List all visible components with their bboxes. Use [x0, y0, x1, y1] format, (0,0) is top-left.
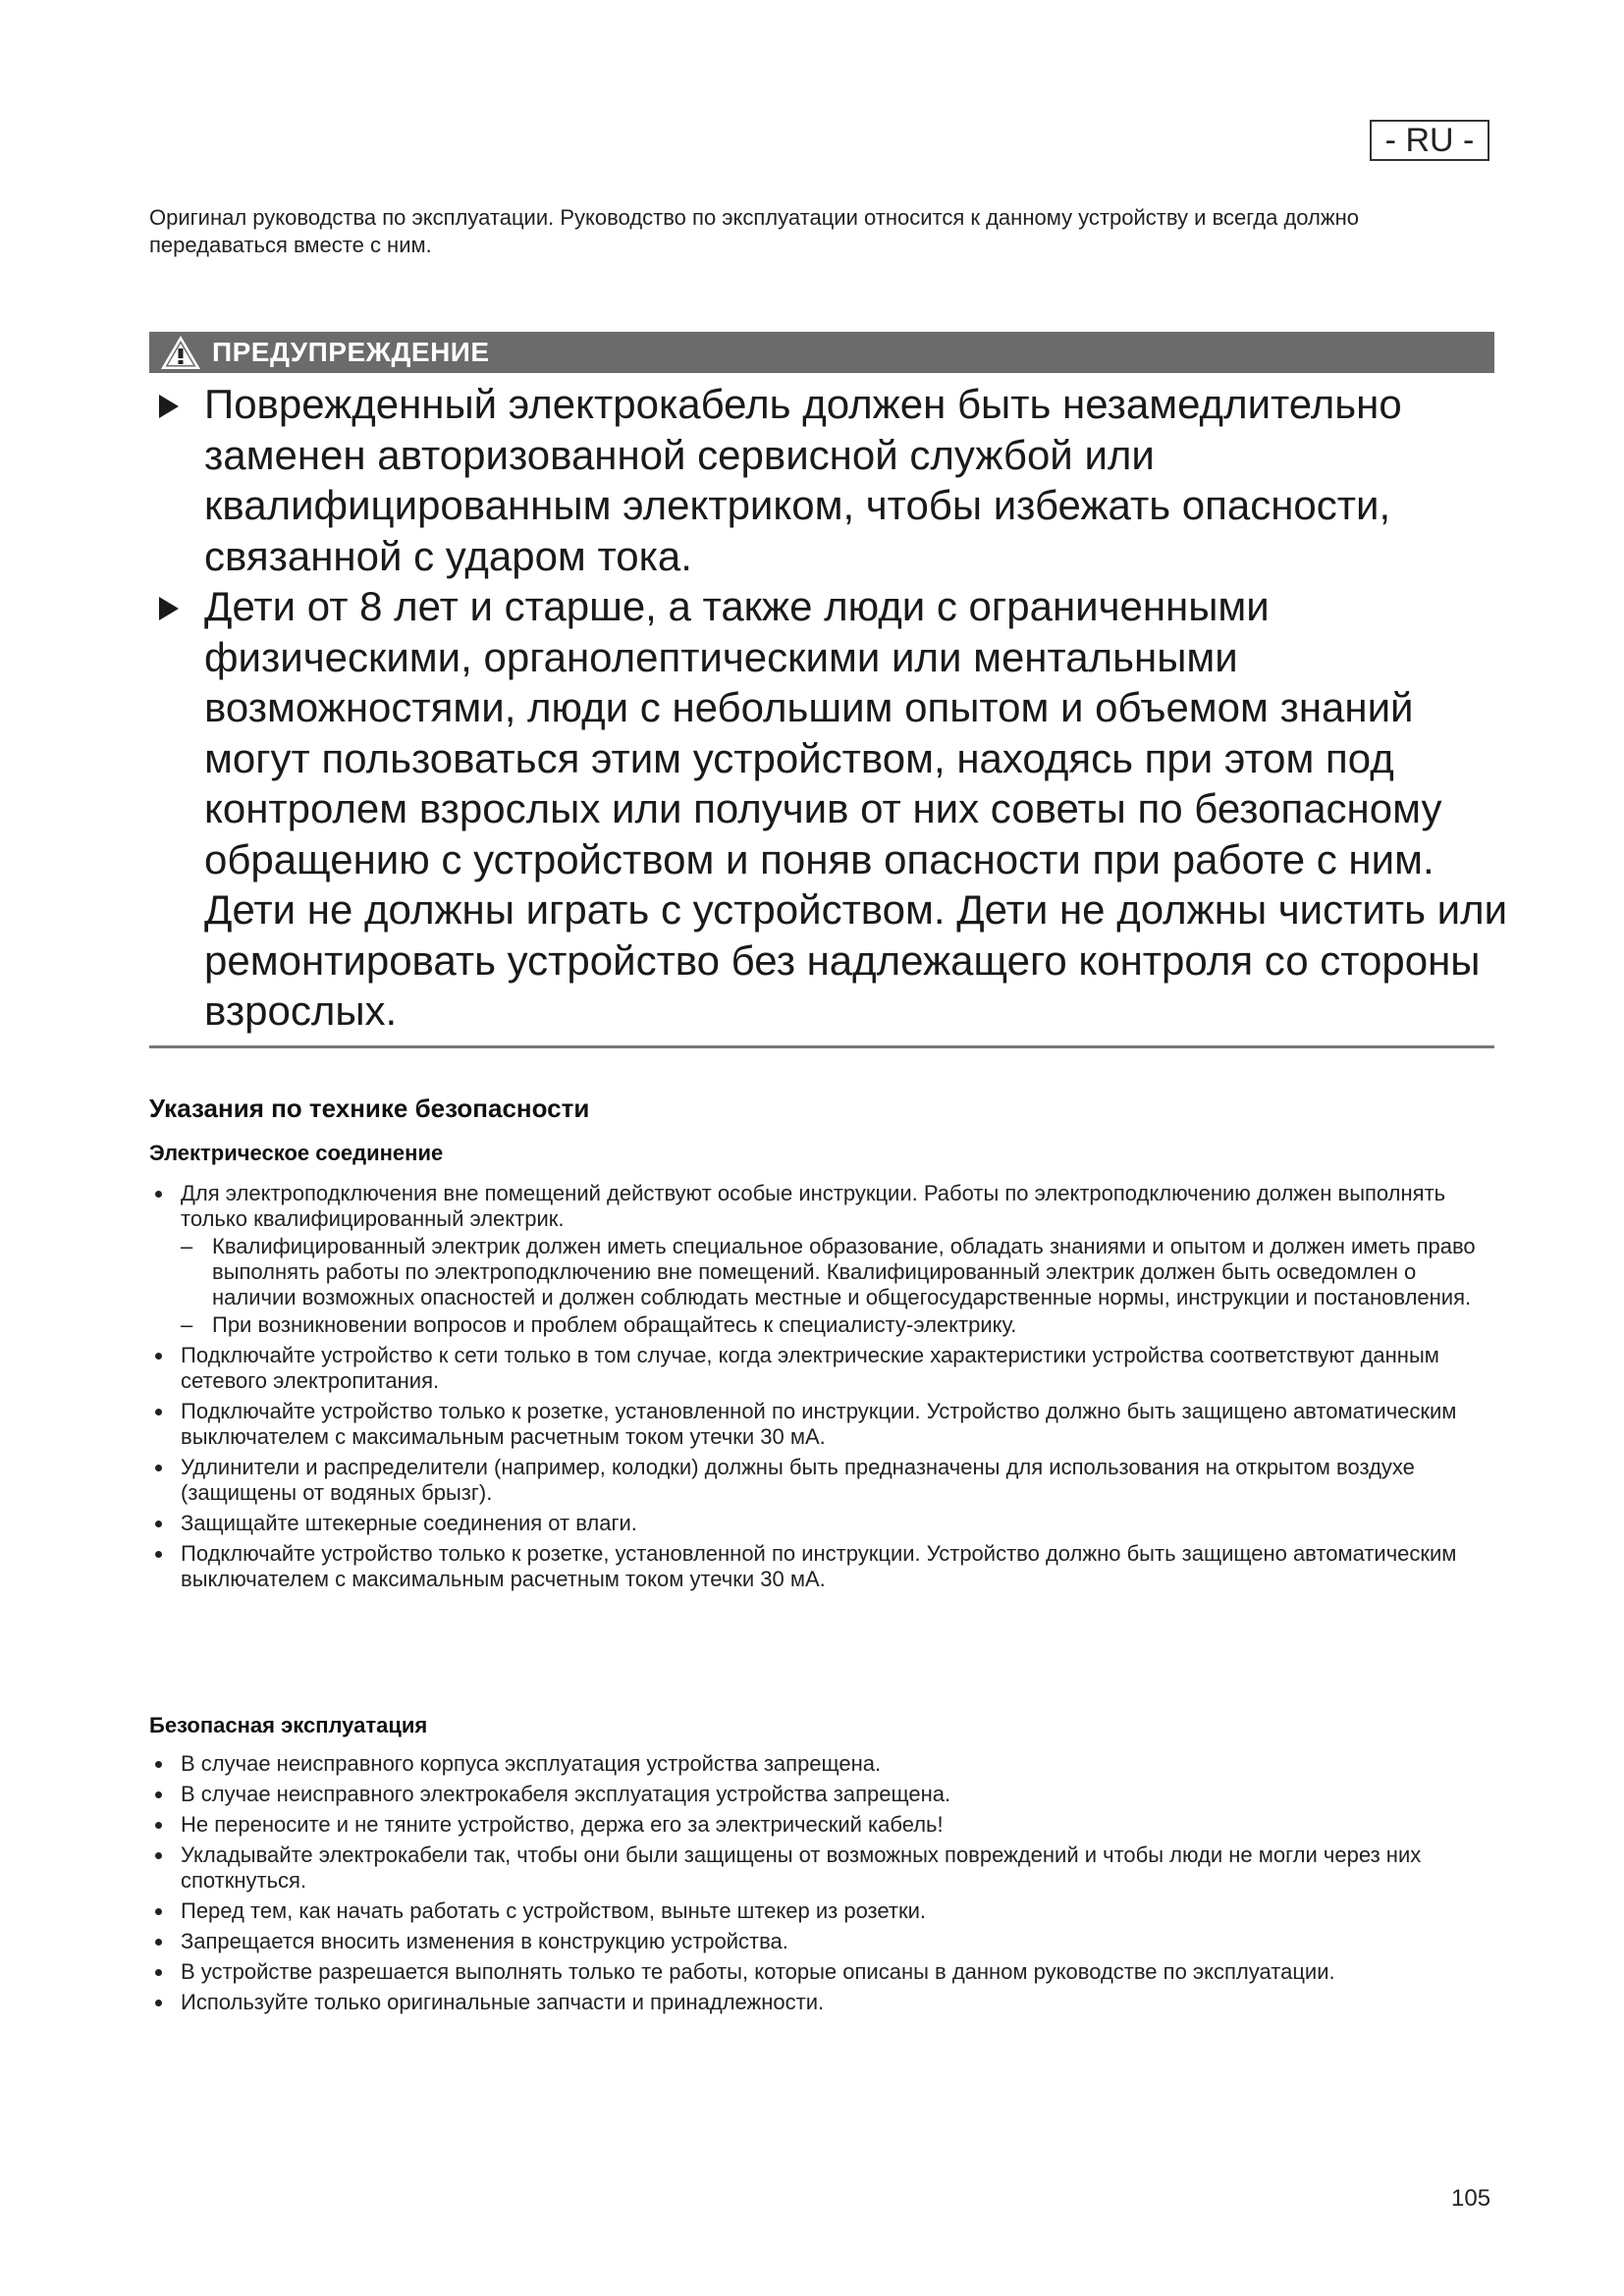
warning-list — [149, 379, 1509, 1037]
bullet-dot-icon — [155, 1791, 162, 1798]
list-item-text: Подключайте устройство только к розетке, установленной по инструкции. Устройство должно быть защищено автоматическим выключателем с максимальным расчетным током утечки 30 мА. — [181, 1399, 1457, 1449]
warning-header — [149, 332, 1494, 373]
bullet-dot-icon — [155, 1353, 162, 1360]
triangle-bullet-icon — [159, 597, 179, 620]
dash-bullet-icon: – — [181, 1312, 193, 1337]
list-item — [149, 1842, 1494, 1894]
bullet-dot-icon — [155, 1409, 162, 1415]
list-item — [149, 1455, 1494, 1506]
bullet-dot-icon — [155, 1939, 162, 1946]
language-tag: - RU - — [1370, 120, 1489, 161]
list-item — [149, 1399, 1494, 1450]
list-item-text: Удлинители и распределители (например, колодки) должны быть предназначены для использования на открытом воздухе (защищены от водяных брызг). — [181, 1455, 1415, 1505]
sub-list-item-text: Квалифицированный электрик должен иметь специальное образование, обладать знаниями и опытом и должен иметь право выполнять работы по электроподключению вне помещений. Квалифицированный электрик должен быть осведомлен о наличии возможных опасностей и должен соблюдать местные и общегосударственные нормы, инструкции и постановления. — [212, 1234, 1476, 1309]
list-item — [149, 1181, 1494, 1338]
list-item-text: Не переносите и не тяните устройство, держа его за электрический кабель! — [181, 1812, 944, 1837]
list-item — [149, 1990, 1494, 2015]
warning-triangle-icon — [159, 334, 202, 371]
list-item-text: Подключайте устройство к сети только в том случае, когда электрические характеристики устройства соответствуют данным сетевого электропитания. — [181, 1343, 1439, 1393]
list-item — [149, 1541, 1494, 1592]
list-item — [149, 1782, 1494, 1807]
list-item-text: В случае неисправного электрокабеля эксплуатация устройства запрещена. — [181, 1782, 951, 1806]
bullet-dot-icon — [155, 1969, 162, 1976]
bullet-dot-icon — [155, 2000, 162, 2006]
operation-heading: Безопасная эксплуатация — [149, 1713, 428, 1737]
list-item-text: Подключайте устройство только к розетке, установленной по инструкции. Устройство должно быть защищено автоматическим выключателем с максимальным расчетным током утечки 30 мА. — [181, 1541, 1457, 1591]
bullet-dot-icon — [155, 1465, 162, 1471]
list-item — [149, 1511, 1494, 1536]
list-item-text: Для электроподключения вне помещений действуют особые инструкции. Работы по электроподключению должен выполнять только квалифицированный электрик. — [181, 1181, 1446, 1231]
list-item — [149, 1343, 1494, 1394]
operation-list — [149, 1751, 1494, 2020]
list-item — [149, 1959, 1494, 1985]
electrical-sublist — [181, 1234, 1494, 1338]
warning-divider — [149, 1045, 1494, 1048]
warning-item-text: Поврежденный электрокабель должен быть незамедлительно заменен авторизованной сервисной службой или квалифицированным электриком, чтобы избежать опасности, связанной с ударом тока. — [204, 381, 1402, 579]
safety-heading: Указания по технике безопасности — [149, 1094, 590, 1123]
electrical-heading: Электрическое соединение — [149, 1141, 444, 1165]
warning-item — [149, 581, 1509, 1037]
bullet-dot-icon — [155, 1191, 162, 1198]
warning-title: ПРЕДУПРЕЖДЕНИЕ — [212, 337, 490, 367]
warning-item — [149, 379, 1509, 581]
bullet-dot-icon — [155, 1852, 162, 1859]
list-item — [149, 1751, 1494, 1777]
electrical-list — [149, 1181, 1494, 1597]
list-item-text: Укладывайте электрокабели так, чтобы они были защищены от возможных повреждений и чтобы люди не могли через них споткнуться. — [181, 1842, 1422, 1893]
sub-list-item-text: При возникновении вопросов и проблем обращайтесь к специалисту-электрику. — [212, 1312, 1017, 1337]
warning-item-text: Дети от 8 лет и старше, а также люди с ограниченными физическими, органолептическими или ментальными возможностями, люди с небольшим опытом и объемом знаний могут пользоваться этим устройством, находясь при этом под контролем взрослых или получив от них советы по безопасному обращению с устройством и поняв опасности при работе с ним. Дети не должны играть с устройством. Дети не должны чистить или ремонтировать устройство без надлежащего контроля со стороны взрослых. — [204, 583, 1508, 1034]
dash-bullet-icon: – — [181, 1234, 193, 1258]
bullet-dot-icon — [155, 1521, 162, 1527]
bullet-dot-icon — [155, 1761, 162, 1768]
bullet-dot-icon — [155, 1908, 162, 1915]
list-item-text: Используйте только оригинальные запчасти и принадлежности. — [181, 1990, 825, 2014]
list-item-text: В устройстве разрешается выполнять только те работы, которые описаны в данном руководстве по эксплуатации. — [181, 1959, 1335, 1984]
list-item — [149, 1929, 1494, 1954]
intro-paragraph: Оригинал руководства по эксплуатации. Руководство по эксплуатации относится к данному устройству и всегда должно передаваться вместе с ним. — [149, 205, 1359, 257]
bullet-dot-icon — [155, 1551, 162, 1558]
sub-list-item — [181, 1234, 1494, 1310]
list-item-text: Защищайте штекерные соединения от влаги. — [181, 1511, 637, 1535]
list-item — [149, 1812, 1494, 1838]
list-item-text: В случае неисправного корпуса эксплуатация устройства запрещена. — [181, 1751, 882, 1776]
page-number: 105 — [1451, 2185, 1491, 2212]
list-item-text: Перед тем, как начать работать с устройством, выньте штекер из розетки. — [181, 1898, 926, 1923]
triangle-bullet-icon — [159, 395, 179, 418]
sub-list-item — [181, 1312, 1494, 1338]
list-item-text: Запрещается вносить изменения в конструкцию устройства. — [181, 1929, 788, 1953]
bullet-dot-icon — [155, 1822, 162, 1829]
list-item — [149, 1898, 1494, 1924]
